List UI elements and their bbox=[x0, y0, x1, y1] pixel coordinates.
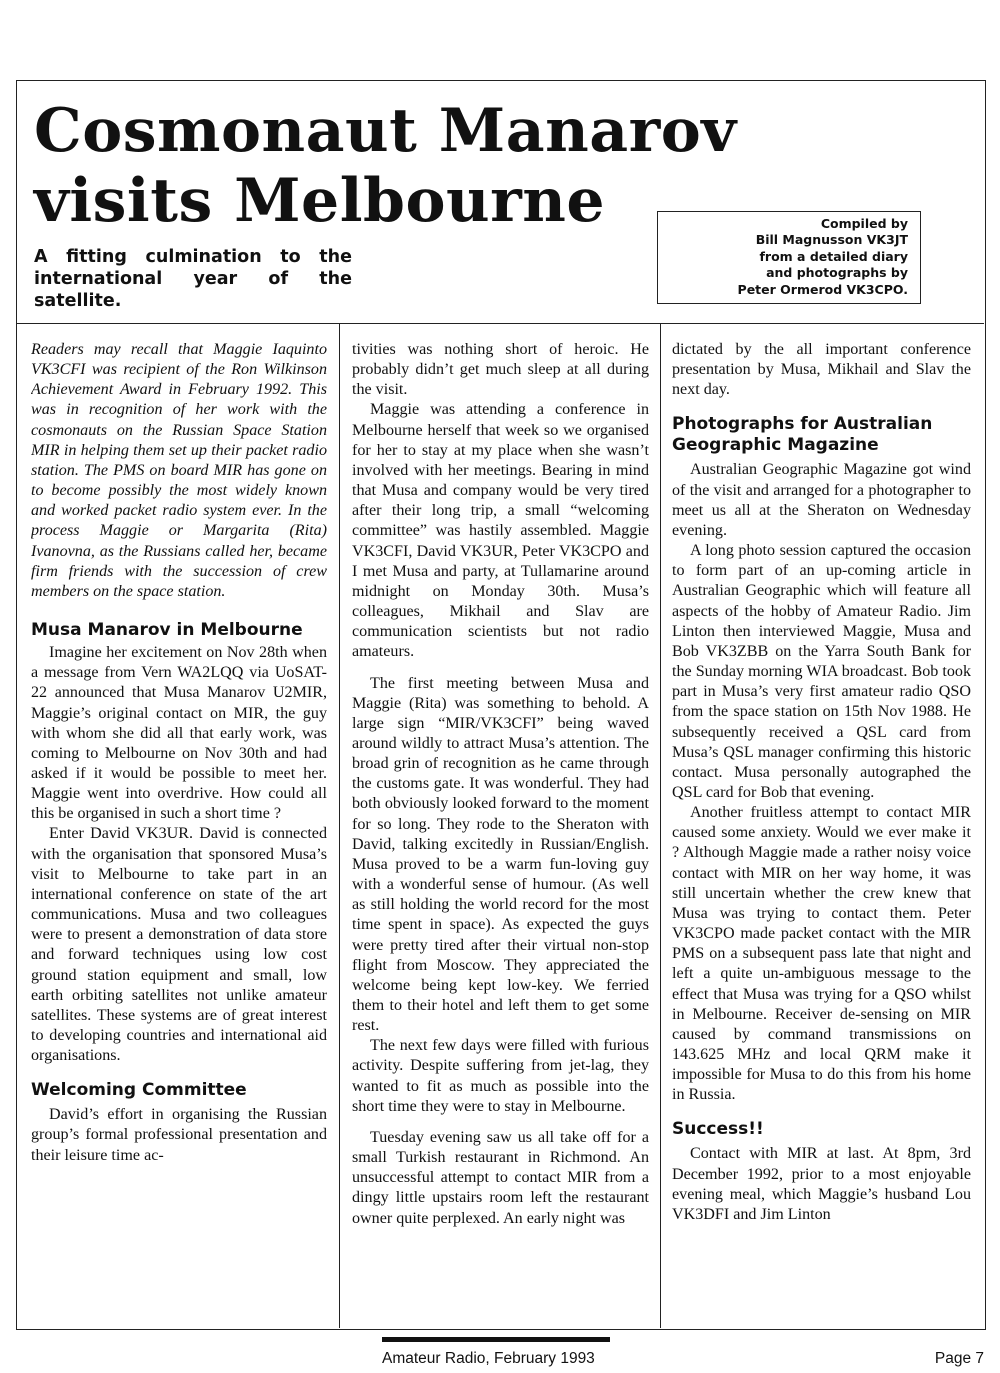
body-paragraph: Enter David VK3UR. David is connected with the organisation that sponsored Musa’s visit to Melbourne to take part in an international conference on state of the art communications. Musa and two colleagues were to present a demonstration of data store and forward techniques using low cost ground station equipment and small, low earth orbiting satellites not unlike amateur satellites. These systems are of great interest to developing countries and international aid organisations. bbox=[31, 825, 327, 1065]
page-number: Page 7 bbox=[934, 1350, 984, 1367]
credit-box bbox=[657, 211, 921, 304]
body-paragraph: David’s effort in organising the Russian group’s formal professional presentation and their leisure time ac- bbox=[31, 1106, 327, 1164]
body-paragraph: Australian Geographic Magazine got wind of the visit and arranged for a photographer to meet us all at the Sheraton on Wednesday evening. bbox=[672, 461, 971, 539]
credit-line: Compiled by bbox=[820, 216, 908, 231]
column-divider bbox=[339, 323, 340, 1328]
title-line-1: Cosmonaut Manarov bbox=[34, 96, 737, 166]
body-paragraph: tivities was nothing short of heroic. He probably didn’t get much sleep at all during the visit. bbox=[352, 341, 649, 399]
section-heading: Success!! bbox=[672, 1119, 764, 1140]
credit-line: from a detailed diary bbox=[759, 248, 908, 264]
body-paragraph: dictated by the all important conference presentation by Musa, Mikhail and Slav the next day. bbox=[672, 341, 971, 399]
body-paragraph: The next few days were filled with furious activity. Despite suffering from jet-lag, they wanted to fit as much as possible into the short time they were to stay in Melbourne. bbox=[352, 1037, 649, 1115]
body-paragraph: Maggie was attending a conference in Melbourne herself that week so we organised for her to stay at my place when she wasn’t involved with her meetings. Bearing in mind that Musa and company would be very tired after their long trip, a small “welcoming committee” was hastily assembled. Maggie VK3CFI, David VK3UR, Peter VK3CPO and I met Musa and party, at Tullamarine around midnight on Monday 30th. Musa’s colleagues, Mikhail and Slav are communication scientists but not radio amateurs. bbox=[352, 401, 649, 661]
section-heading: Welcoming Committee bbox=[31, 1080, 247, 1101]
body-paragraph: Contact with MIR at last. At 8pm, 3rd December 1992, prior to a most enjoyable evening meal, which Maggie’s husband Lou VK3DFI and Jim Linton bbox=[672, 1145, 971, 1223]
credit-line: and photographs by bbox=[766, 265, 908, 281]
column-2 bbox=[352, 340, 649, 1320]
credit-line: Bill Magnusson VK3JT bbox=[755, 232, 908, 248]
section-heading: Musa Manarov in Melbourne bbox=[31, 620, 303, 641]
body-paragraph: Tuesday evening saw us all take off for a small Turkish restaurant in Richmond. An unsuccessful attempt to contact MIR from a dingy little upstairs room left the restaurant owner quite perplexed. An early night was bbox=[352, 1128, 649, 1227]
header-divider bbox=[16, 323, 984, 324]
article-subtitle: A fitting culmination to the international year of the satellite. bbox=[34, 247, 352, 311]
footer-rule bbox=[382, 1337, 610, 1342]
title-line-2: visits Melbourne bbox=[34, 166, 605, 236]
body-paragraph: Another fruitless attempt to contact MIR caused some anxiety. Would we ever make it ? Although Maggie made a rather noisy voice contact with MIR on her way home, it was still uncertain whether the crew knew that Musa was trying to contact them. Peter VK3CPO made packet contact with the MIR PMS on a subsequent pass late that night and left a quite un-ambiguous message to the effect that Musa was trying for a QSO whilst in Melbourne. Receiver de-sensing on MIR caused by command transmissions on 143.625 MHz and local QRM make it impossible for Musa to do this from his home in Russia. bbox=[672, 804, 971, 1104]
body-paragraph: Imagine her excitement on Nov 28th when a message from Vern WA2LQQ via UoSAT-22 announced that Musa Manarov U2MIR, Maggie’s original contact on MIR, the guy with whom she did all that early work, was coming to Melbourne on Nov 30th and had asked if it would be possible to meet her. Maggie went into overdrive. How could all this be organised in such a short time ? bbox=[31, 644, 327, 823]
column-1 bbox=[31, 340, 327, 1320]
section-heading: Photographs for Australian Geographic Magazine bbox=[672, 414, 933, 456]
credit-line: Peter Ormerod VK3CPO. bbox=[737, 281, 908, 297]
body-paragraph: The first meeting between Musa and Maggie (Rita) was something to behold. A large sign “MIR/VK3CFI” being waved around wildly to attract Musa’s attention. The broad grin of recognition as he came through the customs gate. It was wonderful. They had both obviously looked forward to the moment for so long. They rode to the Sheraton with David, talking excitedly in Russian/English. Musa proved to be a warm fun-loving guy with a wonderful sense of humour. (As well as still holding the world record for the most time spent in space). As expected the guys were pretty tired after their virtual non-stop flight from Moscow. They appreciated the welcome being kept low-key. We ferried them to their hotel and left them to get some rest. bbox=[352, 674, 649, 1035]
body-paragraph: A long photo session captured the occasion to form part of an up-coming article in Australian Geographic which will feature all aspects of the hobby of Amateur Radio. Jim Linton then interviewed Maggie, Musa and Bob VK3ZBB on the Yarra South Bank for the Sunday morning WIA broadcast. Bob took part in Musa’s very first amateur radio QSO from the space station on 15th Nov 1988. He subsequently received a QSL card from Musa’s QSL manager confirming this historic contact. Musa personally autographed the QSL card for Bob that evening. bbox=[672, 542, 971, 801]
column-divider bbox=[660, 323, 661, 1328]
publication-line: Amateur Radio, February 1993 bbox=[382, 1350, 595, 1367]
intro-paragraph: Readers may recall that Maggie Iaquinto VK3CFI was recipient of the Ron Wilkinson Achievement Award in February 1992. This was in recognition of her work with the cosmonauts on the Russian Space Station MIR in helping them set up their packet radio station. The PMS on board MIR has gone on to become possibly the most widely known and worked packet radio system ever. In the process Maggie or Margarita (Rita) Ivanovna, as the Russians called her, became firm friends with the succession of crew members on the space station. bbox=[31, 341, 327, 600]
column-3 bbox=[672, 340, 971, 1320]
